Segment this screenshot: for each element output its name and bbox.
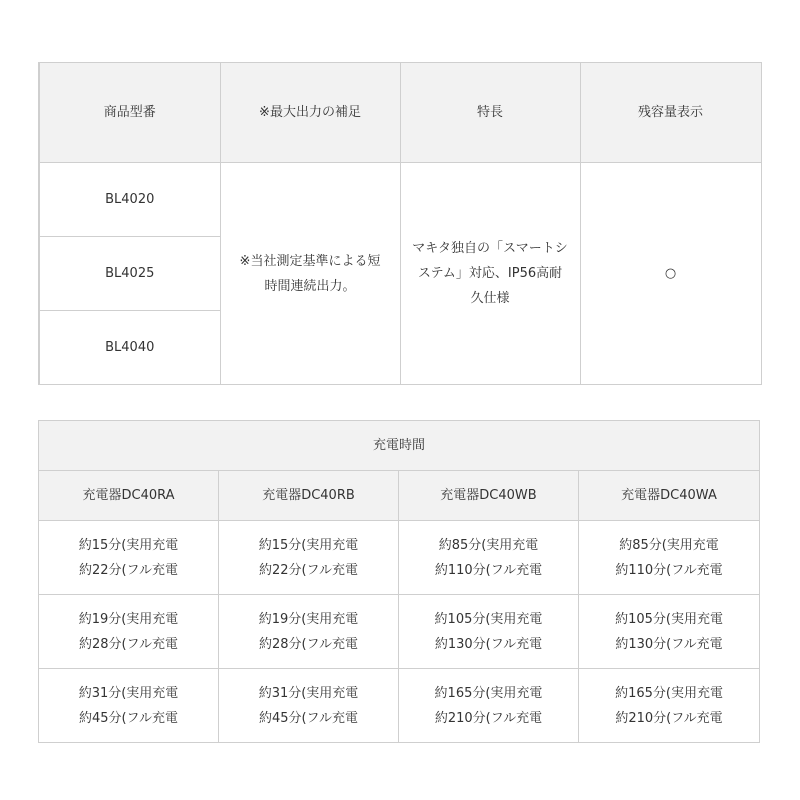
remaining-indicator-cell: ○ [580, 163, 761, 385]
full-charge-time: 約45分(フル充電 [258, 710, 359, 726]
charge-time-cell [579, 669, 760, 743]
charge-title-row [39, 421, 760, 471]
charge-time-cell [39, 595, 219, 669]
practical-charge-time: 約19分(実用充電 [258, 611, 359, 627]
spec-table [38, 62, 762, 385]
full-charge-time: 約110分(フル充電 [434, 562, 543, 578]
header-remaining-indicator: 残容量表示 [580, 63, 761, 163]
charge-time-cell [39, 669, 219, 743]
practical-charge-time: 約85分(実用充電 [438, 537, 539, 553]
charge-time-title: 充電時間 [39, 421, 760, 471]
charge-time-cell [399, 595, 579, 669]
practical-charge-time: 約165分(実用充電 [615, 685, 723, 701]
table-row [39, 595, 760, 669]
table-row [39, 521, 760, 595]
charge-time-cell [399, 521, 579, 595]
practical-charge-time: 約19分(実用充電 [78, 611, 179, 627]
charger-dc40rb-header: 充電器DC40RB [219, 471, 399, 521]
full-charge-time: 約22分(フル充電 [258, 562, 359, 578]
feature-cell [400, 163, 580, 385]
charge-time-cell [219, 595, 399, 669]
full-charge-time: 約22分(フル充電 [78, 562, 179, 578]
spec-header-row [39, 63, 761, 163]
header-max-output-note: ※最大出力の補足 [220, 63, 400, 163]
practical-charge-time: 約15分(実用充電 [78, 537, 179, 553]
feature-line-2: ステム」対応、IP56高耐 [417, 266, 563, 281]
header-features: 特長 [400, 63, 580, 163]
feature-line-3: 久仕様 [470, 291, 510, 306]
practical-charge-time: 約85分(実用充電 [619, 537, 719, 553]
practical-charge-time: 約105分(実用充電 [615, 611, 723, 627]
practical-charge-time: 約165分(実用充電 [434, 685, 543, 701]
charger-dc40wb-header: 充電器DC40WB [399, 471, 579, 521]
table-row [39, 669, 760, 743]
full-charge-time: 約130分(フル充電 [615, 636, 723, 652]
practical-charge-time: 約105分(実用充電 [434, 611, 543, 627]
full-charge-time: 約210分(フル充電 [434, 710, 543, 726]
charge-time-cell [579, 521, 760, 595]
charge-time-cell [39, 521, 219, 595]
charge-time-cell [219, 521, 399, 595]
charge-time-cell [399, 669, 579, 743]
model-bl4040: BL4040 [39, 311, 220, 385]
practical-charge-time: 約31分(実用充電 [258, 685, 359, 701]
note-line-2: 時間連続出力。 [264, 278, 356, 294]
feature-line-1: マキタ独自の「スマートシ [412, 241, 568, 256]
model-bl4020: BL4020 [39, 163, 220, 237]
full-charge-time: 約110分(フル充電 [615, 562, 723, 578]
note-line-1: ※当社測定基準による短 [239, 253, 381, 269]
full-charge-time: 約45分(フル充電 [78, 710, 179, 726]
charger-dc40ra-header: 充電器DC40RA [39, 471, 219, 521]
charge-time-cell [219, 669, 399, 743]
charger-dc40wa-header: 充電器DC40WA [579, 471, 760, 521]
full-charge-time: 約130分(フル充電 [434, 636, 543, 652]
max-output-note-cell [220, 163, 400, 385]
charge-time-table [38, 420, 760, 743]
practical-charge-time: 約31分(実用充電 [78, 685, 179, 701]
charge-time-cell [579, 595, 760, 669]
practical-charge-time: 約15分(実用充電 [258, 537, 359, 553]
model-bl4025: BL4025 [39, 237, 220, 311]
full-charge-time: 約210分(フル充電 [615, 710, 723, 726]
header-model-number: 商品型番 [39, 63, 220, 163]
table-row [39, 163, 761, 237]
full-charge-time: 約28分(フル充電 [78, 636, 179, 652]
full-charge-time: 約28分(フル充電 [258, 636, 359, 652]
charger-header-row [39, 471, 760, 521]
